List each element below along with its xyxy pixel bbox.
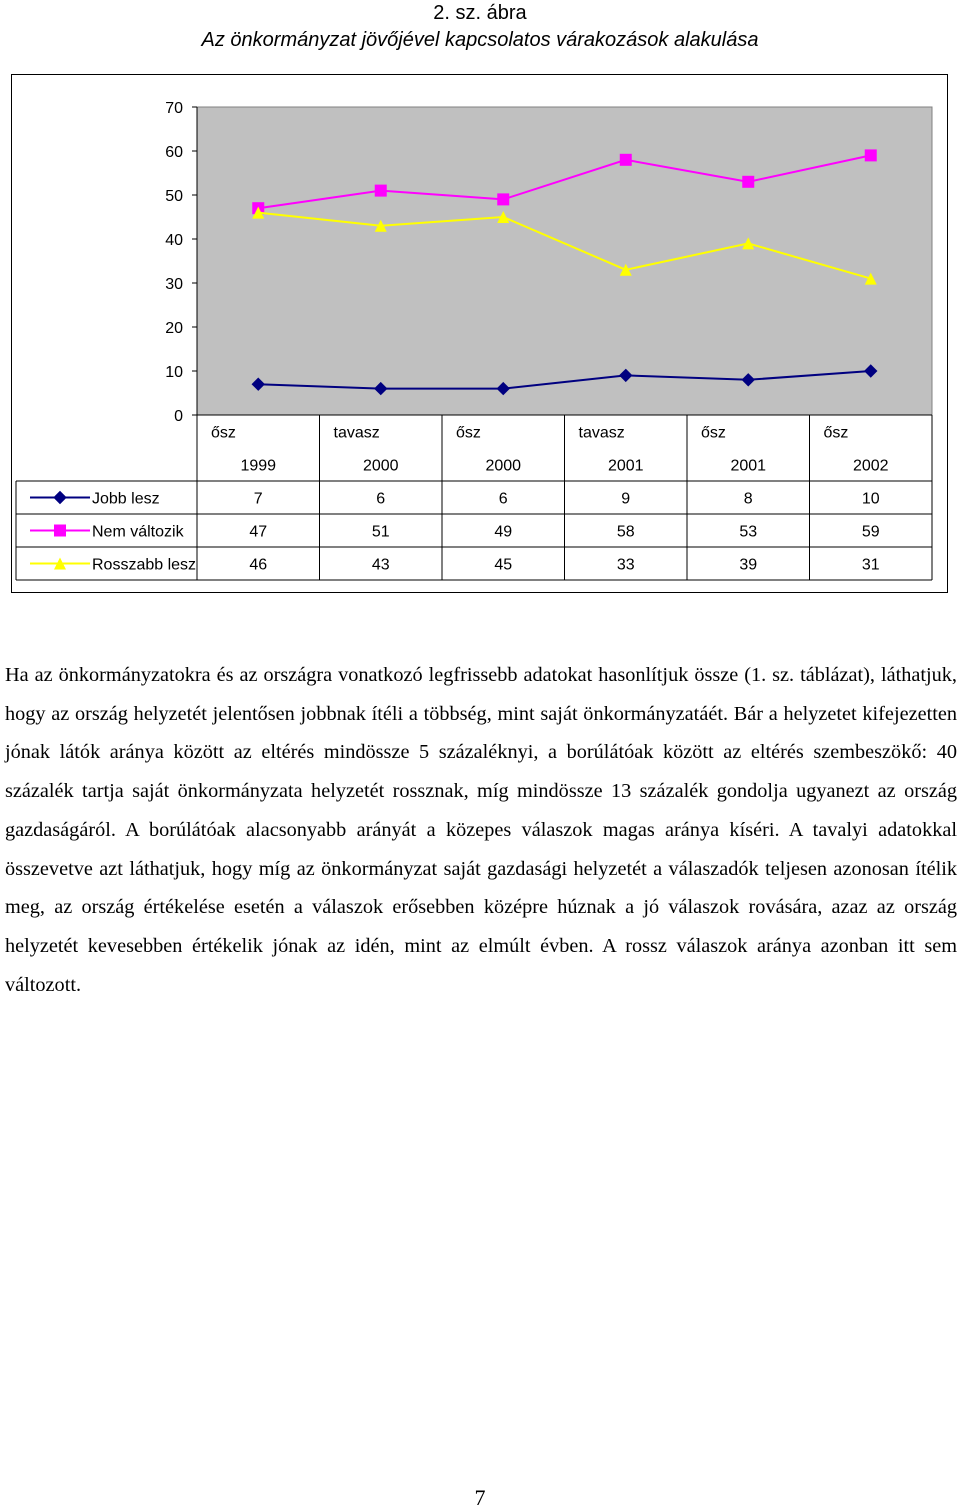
data-point-nem-valtozik xyxy=(375,185,387,197)
legend-label: Nem változik xyxy=(92,523,184,541)
table-value: 39 xyxy=(739,556,758,574)
x-category-season: ősz xyxy=(701,424,726,442)
x-category-year: 2001 xyxy=(607,457,644,475)
table-value: 59 xyxy=(861,523,880,541)
table-value: 33 xyxy=(616,556,635,574)
y-tick-label: 30 xyxy=(165,276,183,293)
data-point-nem-valtozik xyxy=(742,176,754,188)
y-tick-label: 0 xyxy=(174,408,183,425)
x-category-year: 1999 xyxy=(240,457,277,475)
x-category-season: ősz xyxy=(823,424,849,442)
legend-marker-nem-valtozik xyxy=(54,525,66,537)
page-number: 7 xyxy=(474,1485,486,1510)
table-value: 46 xyxy=(249,556,268,574)
legend-label: Rosszabb lesz xyxy=(92,556,197,574)
x-category-year: 2000 xyxy=(362,457,399,475)
table-value: 45 xyxy=(494,556,513,574)
legend-label: Jobb lesz xyxy=(92,490,160,508)
table-value: 6 xyxy=(376,490,386,508)
table-value: 9 xyxy=(621,490,631,508)
data-point-nem-valtozik xyxy=(620,154,632,166)
table-value: 43 xyxy=(371,556,390,574)
x-category-season: tavasz xyxy=(578,424,625,442)
x-category-season: tavasz xyxy=(333,424,380,442)
figure-title: Az önkormányzat jövőjével kapcsolatos várakozások alakulása xyxy=(201,29,759,51)
table-value: 7 xyxy=(253,490,263,508)
table-value: 6 xyxy=(498,490,508,508)
legend-marker-jobb-lesz xyxy=(54,492,66,504)
x-category-year: 2000 xyxy=(485,457,522,475)
table-value: 47 xyxy=(249,523,268,541)
y-tick-label: 70 xyxy=(165,100,183,117)
data-point-nem-valtozik xyxy=(497,193,509,205)
table-value: 31 xyxy=(861,556,880,574)
y-tick-label: 60 xyxy=(165,144,183,161)
x-category-year: 2001 xyxy=(730,457,767,475)
chart-frame xyxy=(11,74,948,593)
table-value: 8 xyxy=(743,490,753,508)
y-tick-label: 40 xyxy=(165,232,183,249)
data-point-nem-valtozik xyxy=(865,149,877,161)
y-tick-label: 50 xyxy=(165,188,183,205)
x-category-season: ősz xyxy=(456,424,481,442)
x-category-year: 2002 xyxy=(852,457,889,475)
table-value: 49 xyxy=(494,523,513,541)
table-value: 10 xyxy=(861,490,880,508)
body-paragraph: Ha az önkormányzatokra és az országra vonatkozó legfrissebb adatokat hasonlítjuk össze (1. sz. táblázat), láthatjuk, hogy az ország helyzetét jelentősen jobbnak ítéli a többség, mint saját önkormányzatáét. Bár a helyzetet kifejezetten jónak látók aránya között az eltérés mindössze 5 százaléknyi, a borúlátóak között az eltérés szembeszökő: 40 százalék tartja saját önkormányzata helyzetét rossznak, míg mindössze 13 százalék gondolja ugyanezt az ország gazdaságáról. A borúlátóak alacsonyabb arányát a közepes válaszok magas aránya kíséri. A tavalyi adatokkal összevetve azt láthatjuk, hogy míg az önkormányzat saját gazdasági helyzetét a válaszadók teljesen azonosan ítélik meg, az ország értékelése esetén a válaszok erősebben középre húznak a jó válaszok rovására, azaz az ország helyzetét kevesebben értékelik jónak az idén, mint az elmúlt évben. A rossz válaszok aránya azonban itt sem változott. xyxy=(5,664,957,996)
table-value: 51 xyxy=(371,523,390,541)
figure-number: 2. sz. ábra xyxy=(433,2,527,24)
plot-area xyxy=(197,107,932,415)
y-tick-label: 10 xyxy=(165,364,183,381)
table-value: 58 xyxy=(616,523,635,541)
x-category-season: ősz xyxy=(211,424,236,442)
line-chart xyxy=(12,75,949,594)
table-value: 53 xyxy=(739,523,758,541)
y-tick-label: 20 xyxy=(165,320,183,337)
